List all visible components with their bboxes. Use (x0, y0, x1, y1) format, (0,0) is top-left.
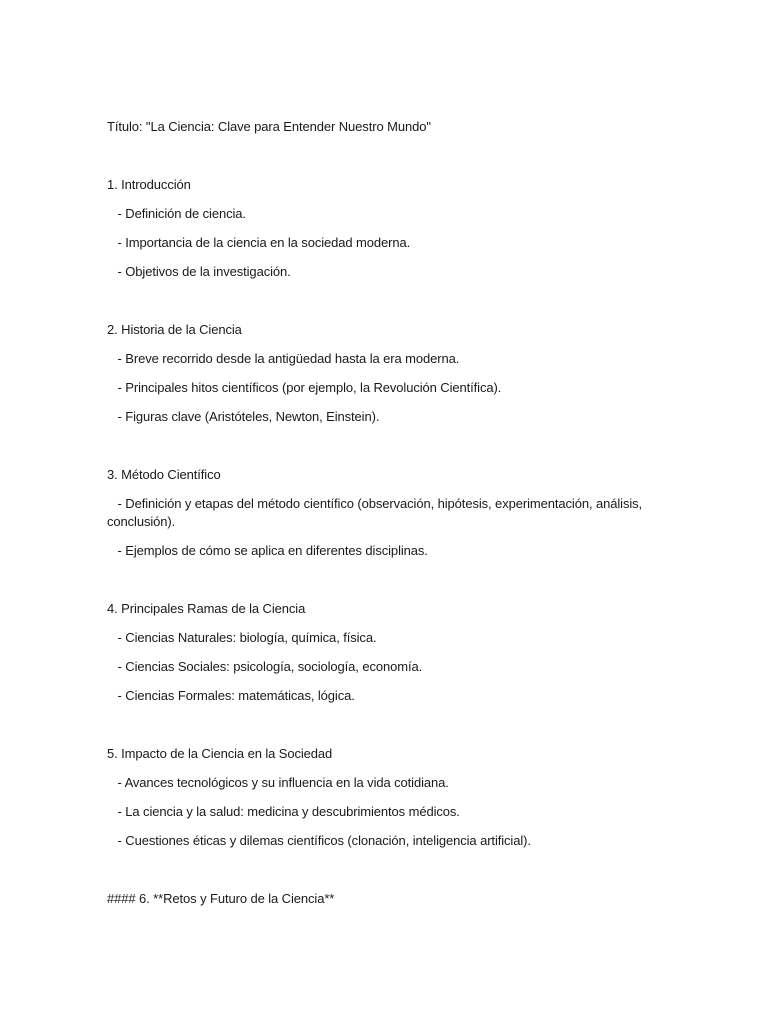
list-item-text: Cuestiones éticas y dilemas científicos (clonación, inteligencia artificial). (125, 833, 531, 848)
list-item (107, 234, 647, 252)
list-item-text: Ciencias Naturales: biología, química, física. (125, 630, 377, 645)
bullet-dash: - (107, 543, 126, 558)
bullet-dash: - (107, 775, 125, 790)
list-item-text: Ciencias Sociales: psicología, sociología, economía. (125, 659, 423, 674)
bullet-dash: - (107, 833, 126, 848)
list-item (107, 408, 647, 426)
list-item (107, 542, 647, 560)
list-item-text: La ciencia y la salud: medicina y descubrimientos médicos. (125, 804, 460, 819)
section-heading: 5. Impacto de la Ciencia en la Sociedad (107, 746, 333, 761)
bullet-dash: - (107, 688, 126, 703)
list-item (107, 629, 647, 647)
bullet-dash: - (107, 351, 126, 366)
bullet-dash: - (107, 206, 126, 221)
section-historia (107, 321, 647, 426)
bullet-dash: - (107, 409, 126, 424)
bullet-dash: - (107, 264, 126, 279)
section-heading: 4. Principales Ramas de la Ciencia (107, 601, 306, 616)
list-item (107, 803, 647, 821)
list-item (107, 774, 647, 792)
bullet-dash: - (107, 496, 126, 511)
document-body (107, 118, 647, 921)
section-heading-retos-futuro: #### 6. **Retos y Futuro de la Ciencia** (107, 891, 335, 906)
list-item-text: Avances tecnológicos y su influencia en la vida cotidiana. (124, 775, 449, 790)
section-heading: 3. Método Científico (107, 467, 221, 482)
section-metodo-cientifico (107, 466, 647, 560)
list-item (107, 495, 647, 531)
list-item-text: Figuras clave (Aristóteles, Newton, Einstein). (125, 409, 380, 424)
list-item (107, 687, 647, 705)
list-item-text: Definición de ciencia. (125, 206, 246, 221)
section-ramas-ciencia (107, 600, 647, 705)
section-introduccion (107, 176, 647, 281)
list-item (107, 379, 647, 397)
list-item-text: Ejemplos de cómo se aplica en diferentes disciplinas. (125, 543, 428, 558)
list-item (107, 205, 647, 223)
bullet-dash: - (107, 235, 126, 250)
bullet-dash: - (107, 630, 126, 645)
list-item (107, 832, 647, 850)
section-heading: 2. Historia de la Ciencia (107, 322, 242, 337)
bullet-dash: - (107, 804, 126, 819)
list-item (107, 350, 647, 368)
bullet-dash: - (107, 659, 126, 674)
list-item-text: Principales hitos científicos (por ejemplo, la Revolución Científica). (125, 380, 502, 395)
list-item (107, 658, 647, 676)
section-impacto-sociedad (107, 745, 647, 850)
document-title: Título: "La Ciencia: Clave para Entender Nuestro Mundo" (107, 119, 431, 134)
list-item-text: Breve recorrido desde la antigüedad hasta la era moderna. (125, 351, 460, 366)
section-heading: 1. Introducción (107, 177, 191, 192)
list-item-text: Importancia de la ciencia en la sociedad moderna. (125, 235, 411, 250)
list-item-text: Objetivos de la investigación. (125, 264, 291, 279)
list-item (107, 263, 647, 281)
bullet-dash: - (107, 380, 126, 395)
list-item-text: Ciencias Formales: matemáticas, lógica. (125, 688, 355, 703)
list-item-text: Definición y etapas del método científico (observación, hipótesis, experimentación, análisis, conclusión). (107, 496, 643, 529)
